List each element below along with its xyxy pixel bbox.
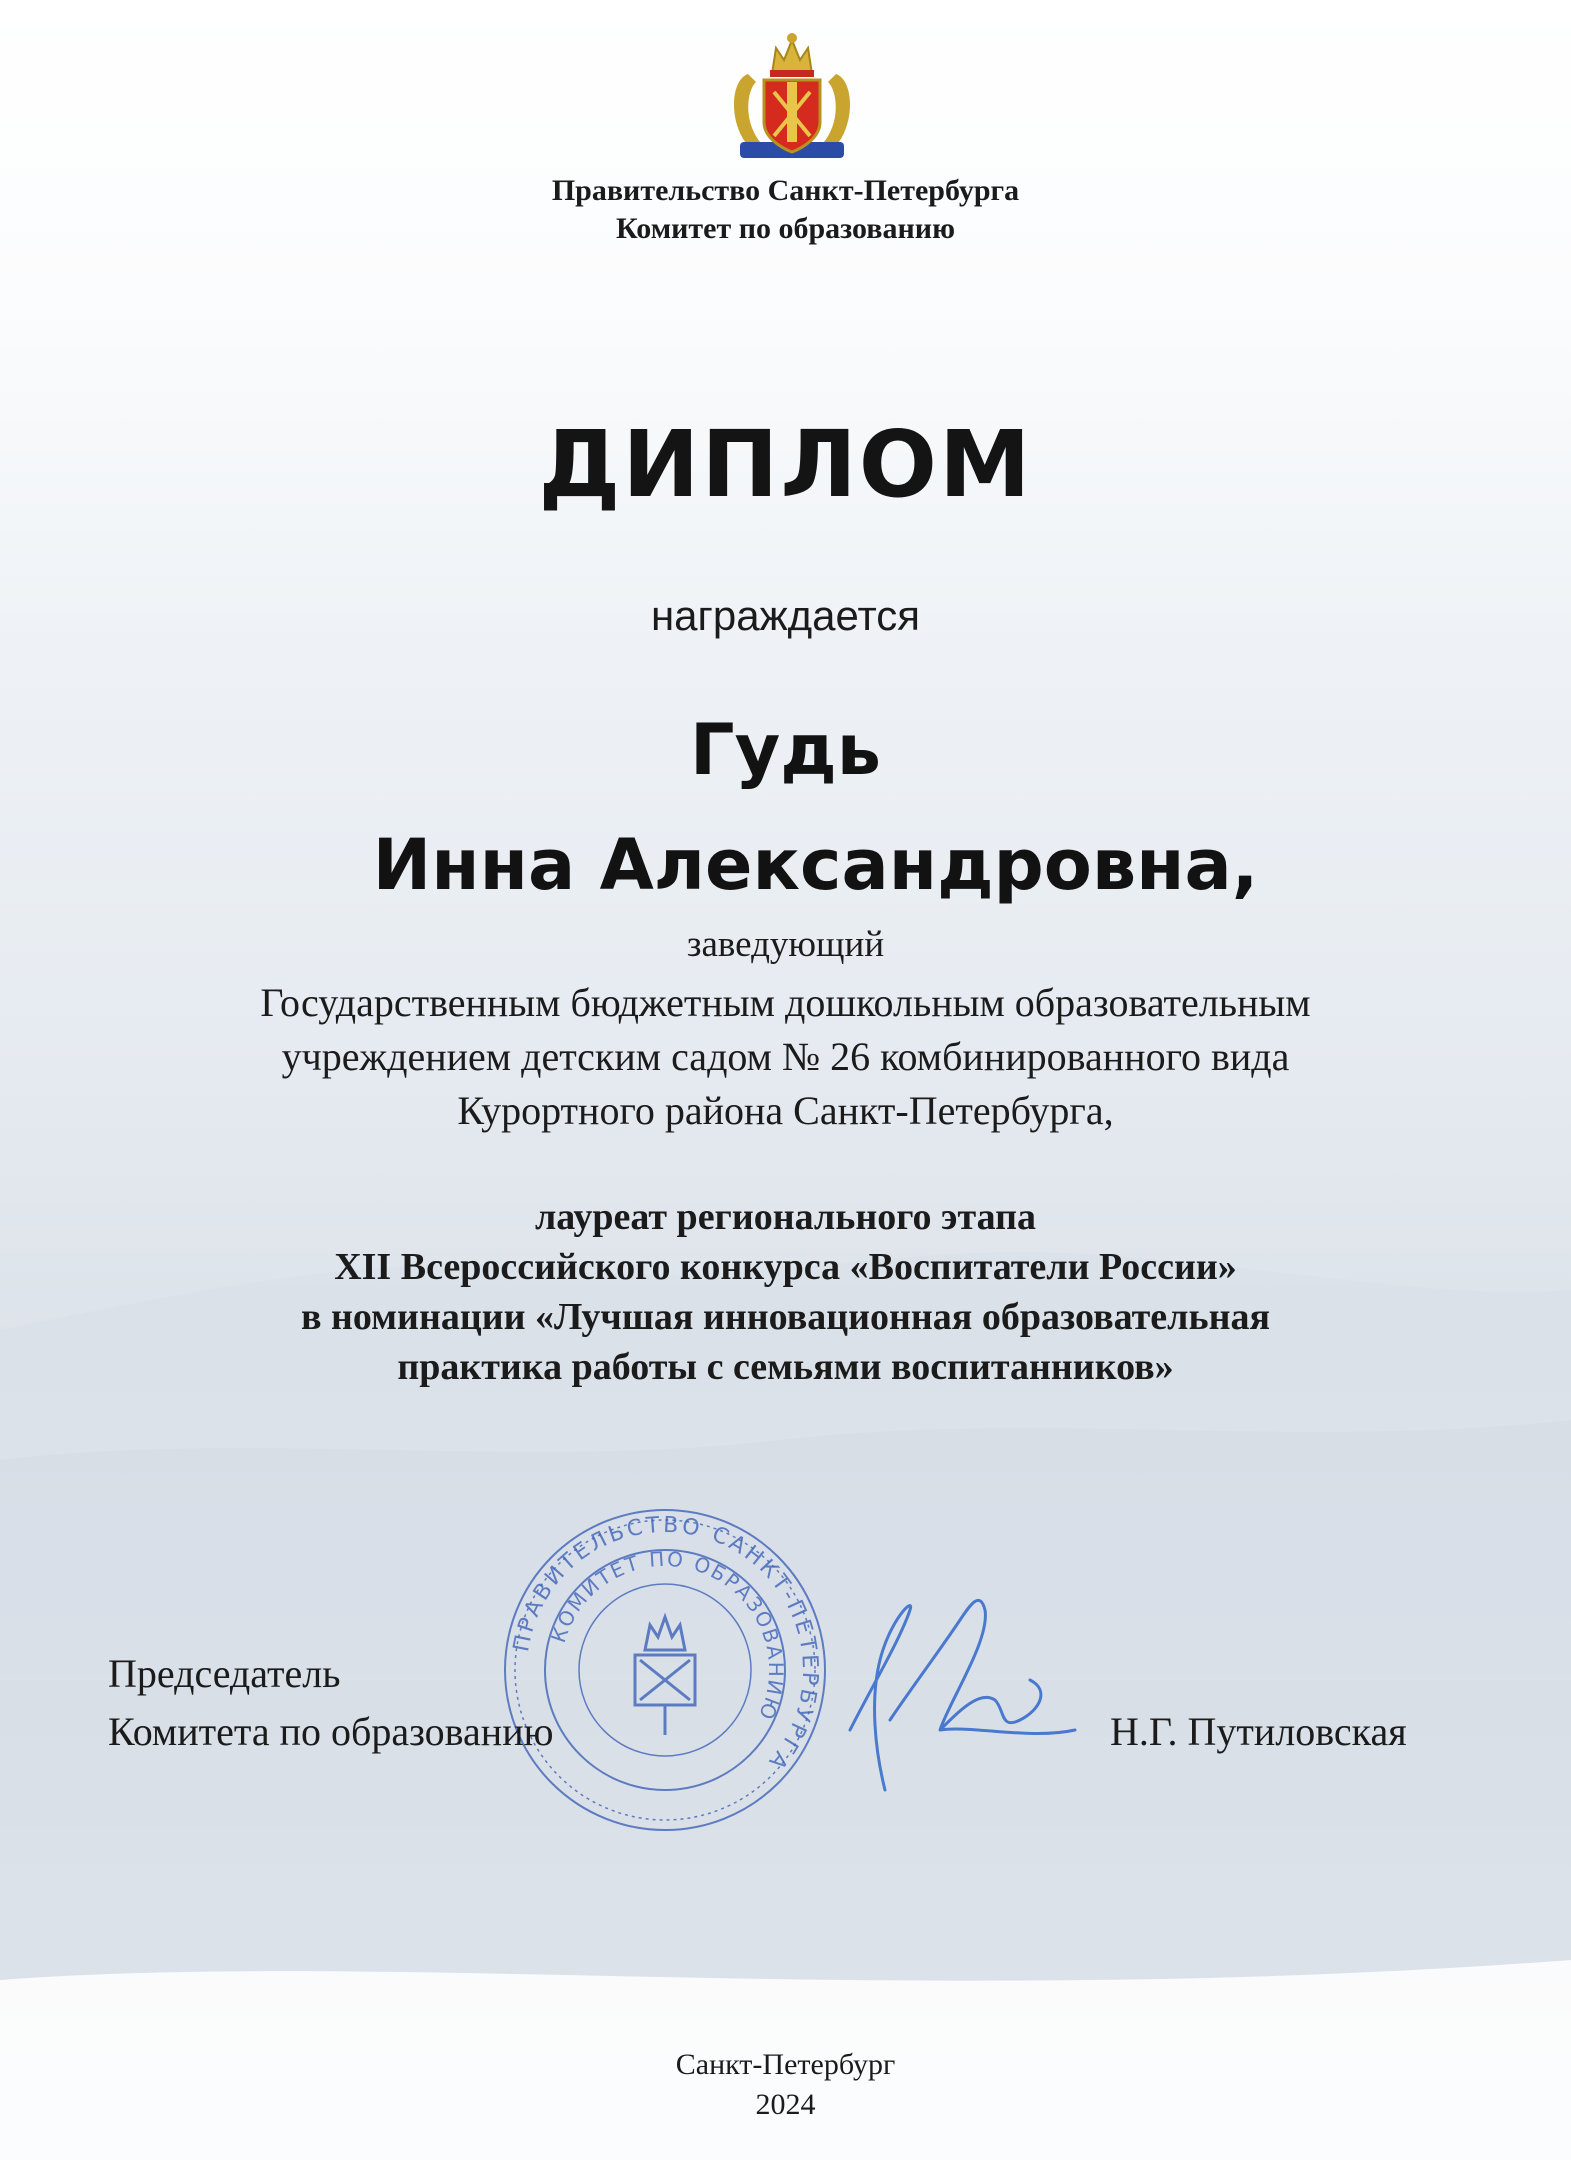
- recipient-position: заведующий: [686, 924, 885, 965]
- coat-of-arms-icon: [720, 30, 864, 166]
- achievement-text: [0, 1192, 1571, 1392]
- signatory-title-line: Председатель: [108, 1651, 341, 1696]
- svg-text:ПРАВИТЕЛЬСТВО САНКТ-ПЕТЕРБУРГА: ПРАВИТЕЛЬСТВО САНКТ-ПЕТЕРБУРГА: [509, 1512, 823, 1776]
- recipient-surname: Гудь: [689, 709, 882, 791]
- signatory-title-line: Комитета по образованию: [108, 1709, 554, 1754]
- svg-text:КОМИТЕТ ПО ОБРАЗОВАНИЮ: КОМИТЕТ ПО ОБРАЗОВАНИЮ: [545, 1546, 789, 1725]
- organization-line: Курортного района Санкт-Петербурга,: [457, 1088, 1114, 1133]
- organization-line: учреждением детским садом № 26 комбинированного вида: [281, 1034, 1290, 1079]
- footer: [0, 2045, 1571, 2125]
- awarded-text: награждается: [650, 592, 921, 639]
- handwritten-signature: [830, 1580, 1090, 1810]
- signatory-name: Н.Г. Путиловская: [1110, 1709, 1407, 1754]
- achievement-line: в номинации «Лучшая инновационная образовательная: [300, 1296, 1271, 1338]
- issuer-government: Правительство Санкт-Петербурга: [551, 174, 1020, 207]
- achievement-line: практика работы с семьями воспитанников»: [397, 1346, 1174, 1388]
- achievement-line: XII Всероссийского конкурса «Воспитатели России»: [334, 1246, 1237, 1288]
- organization-text: [0, 976, 1571, 1138]
- footer-year: 2024: [755, 2088, 816, 2121]
- organization-line: Государственным бюджетным дошкольным образовательным: [260, 980, 1311, 1025]
- achievement-line: лауреат регионального этапа: [534, 1196, 1036, 1238]
- footer-city: Санкт-Петербург: [675, 2048, 896, 2081]
- signatory-title: [108, 1645, 554, 1761]
- issuer-header: [0, 172, 1571, 248]
- diploma-title: ДИПЛОМ: [538, 411, 1033, 518]
- recipient-given-names: Инна Александровна,: [372, 824, 1259, 906]
- issuer-committee: Комитет по образованию: [616, 212, 955, 245]
